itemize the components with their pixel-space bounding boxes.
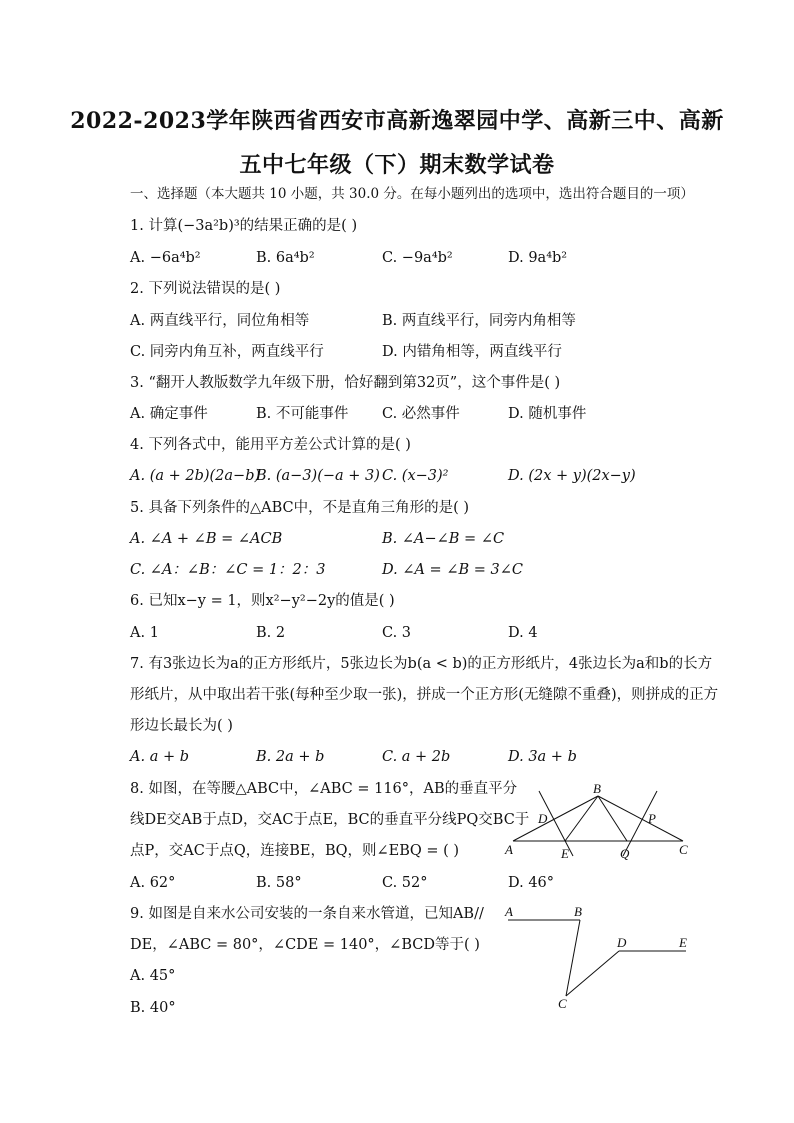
- question-3-stem: 3. “翻开人教版数学九年级下册，恰好翻到第32页”，这个事件是( ): [130, 375, 561, 391]
- q4-option-c: C. (x−3)²: [382, 468, 449, 484]
- label-p: P: [648, 811, 656, 826]
- label-a: A: [505, 904, 513, 919]
- q4-option-d: D. (2x + y)(2x−y): [508, 468, 636, 484]
- q2-option-c: C. 同旁内角互补，两直线平行: [130, 344, 324, 360]
- q1-option-c: C. −9a⁴b²: [382, 250, 453, 266]
- q2-option-d: D. 内错角相等，两直线平行: [382, 344, 562, 360]
- q9-option-a: A. 45°: [130, 968, 176, 984]
- question-4-stem: 4. 下列各式中，能用平方差公式计算的是( ): [130, 437, 411, 453]
- segment-bc: [598, 796, 683, 841]
- label-b: B: [593, 781, 601, 796]
- question-5-stem: 5. 具备下列条件的△ABC中，不是直角三角形的是( ): [130, 500, 470, 516]
- q3-option-d: D. 随机事件: [508, 406, 587, 422]
- label-d: D: [617, 935, 627, 950]
- q3-option-b: B. 不可能事件: [256, 406, 349, 422]
- question-8-stem-line-1: 8. 如图，在等腰△ABC中，∠ABC = 116°，AB的垂直平分: [130, 781, 518, 797]
- label-q: Q: [620, 846, 630, 861]
- question-7-stem-line-1: 7. 有3张边长为a的正方形纸片，5张边长为b(a < b)的正方形纸片，4张边长为a和b的长方: [130, 656, 713, 672]
- q8-option-c: C. 52°: [382, 875, 428, 891]
- segment-be: [565, 796, 598, 841]
- q8-option-b: B. 58°: [256, 875, 302, 891]
- label-a: A: [505, 842, 513, 857]
- label-b: B: [574, 904, 582, 919]
- q4-option-a: A. (a + 2b)(2a−b): [130, 468, 261, 484]
- q8-option-d: D. 46°: [508, 875, 555, 891]
- q6-option-b: B. 2: [256, 625, 286, 641]
- question-8-stem-line-2: 线DE交AB于点D，交AC于点E，BC的垂直平分线PQ交BC于: [130, 812, 530, 828]
- section-header: 一、选择题（本大题共 10 小题，共 30.0 分。在每小题列出的选项中，选出符合题目的一项）: [130, 186, 694, 202]
- q5-option-b: B. ∠A−∠B = ∠C: [382, 531, 505, 547]
- title-line-2: 五中七年级（下）期末数学试卷: [239, 152, 555, 178]
- q3-option-a: A. 确定事件: [130, 406, 208, 422]
- q2-option-a: A. 两直线平行，同位角相等: [130, 313, 310, 329]
- label-c: C: [679, 842, 688, 857]
- segment-bc: [566, 920, 580, 996]
- label-d: D: [538, 811, 548, 826]
- question-7-stem-line-2: 形纸片，从中取出若干张(每种至少取一张)，拼成一个正方形(无缝隙不重叠)，则拼成的正方: [130, 687, 719, 703]
- q9-pipe-figure: [500, 902, 700, 1014]
- question-8-stem-line-3: 点P，交AC于点Q，连接BE，BQ，则∠EBQ = ( ): [130, 843, 460, 859]
- segment-ab: [513, 796, 598, 841]
- q6-option-c: C. 3: [382, 625, 412, 641]
- q1-option-a: A. −6a⁴b²: [130, 250, 201, 266]
- q1-option-d: D. 9a⁴b²: [508, 250, 568, 266]
- question-9-stem-line-2: DE，∠ABC = 80°，∠CDE = 140°，∠BCD等于( ): [130, 937, 480, 953]
- q9-option-b: B. 40°: [130, 1000, 176, 1016]
- q5-option-c: C. ∠A：∠B：∠C = 1：2：3: [130, 562, 326, 578]
- q5-option-d: D. ∠A = ∠B = 3∠C: [382, 562, 523, 578]
- q7-option-b: B. 2a + b: [256, 749, 325, 765]
- question-9-stem-line-1: 9. 如图是自来水公司安装的一条自来水管道，已知AB//: [130, 906, 484, 922]
- q6-option-a: A. 1: [130, 625, 159, 641]
- question-2-stem: 2. 下列说法错误的是( ): [130, 281, 281, 297]
- segment-cd: [566, 951, 619, 996]
- q2-option-b: B. 两直线平行，同旁内角相等: [382, 313, 576, 329]
- q1-option-b: B. 6a⁴b²: [256, 250, 315, 266]
- q4-option-b: B. (a−3)(−a + 3): [256, 468, 380, 484]
- q7-option-a: A. a + b: [130, 749, 189, 765]
- label-e: E: [561, 846, 569, 861]
- q3-option-c: C. 必然事件: [382, 406, 460, 422]
- question-7-stem-line-3: 形边长最长为( ): [130, 718, 233, 734]
- q7-option-c: C. a + 2b: [382, 749, 451, 765]
- label-c: C: [558, 996, 567, 1011]
- title-line-1: 2022-2023学年陕西省西安市高新逸翠园中学、高新三中、高新: [70, 108, 724, 134]
- question-6-stem: 6. 已知x−y = 1，则x²−y²−2y的值是( ): [130, 593, 395, 609]
- label-e: E: [679, 935, 687, 950]
- q8-option-a: A. 62°: [130, 875, 176, 891]
- segment-bq: [598, 796, 627, 841]
- q8-triangle-figure: [495, 778, 705, 868]
- q7-option-d: D. 3a + b: [508, 749, 577, 765]
- question-1-stem: 1. 计算(−3a²b)³的结果正确的是( ): [130, 218, 358, 234]
- q5-option-a: A. ∠A + ∠B = ∠ACB: [130, 531, 283, 547]
- q6-option-d: D. 4: [508, 625, 538, 641]
